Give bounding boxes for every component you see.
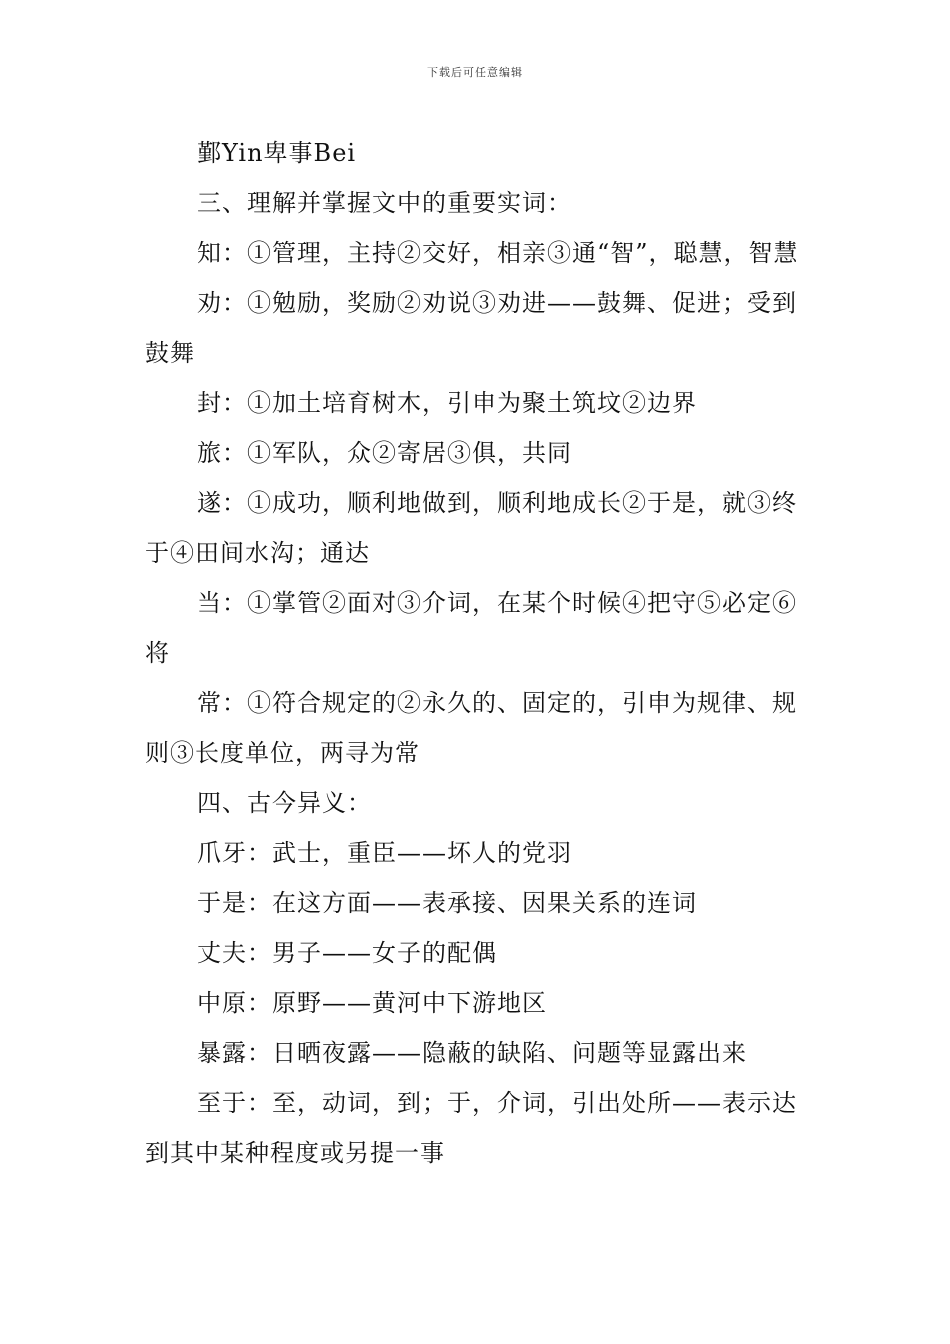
paragraph-zhaoya: 爪牙：武士，重臣——坏人的党羽 (197, 839, 572, 867)
paragraph-lv: 旅：①军队，众②寄居③俱，共同 (197, 439, 572, 467)
document-body (145, 128, 810, 1178)
paragraph-yushi: 于是：在这方面——表承接、因果关系的连词 (197, 889, 697, 917)
paragraph-quan: 劝：①勉励，奖励②劝说③劝进——鼓舞、促进；受到鼓舞 (145, 289, 797, 367)
paragraph-sui: 遂：①成功，顺利地做到，顺利地成长②于是，就③终于④田间水沟；通达 (145, 489, 797, 567)
paragraph-zhangfu: 丈夫：男子——女子的配偶 (197, 939, 497, 967)
paragraph-zhiyu: 至于：至，动词，到；于，介词，引出处所——表示达到其中某种程度或另提一事 (145, 1089, 797, 1167)
paragraph-feng: 封：①加土培育树木，引申为聚土筑坟②边界 (197, 389, 697, 417)
paragraph-chang: 常：①符合规定的②永久的、固定的，引申为规律、规则③长度单位，两寻为常 (145, 689, 797, 767)
paragraph-zhongyuan: 中原：原野——黄河中下游地区 (197, 989, 547, 1017)
paragraph-baolu: 暴露：日晒夜露——隐蔽的缺陷、问题等显露出来 (197, 1039, 747, 1067)
paragraph-zhi: 知：①管理，主持②交好，相亲③通“智”，聪慧，智慧 (197, 239, 799, 267)
paragraph-pronunciation: 鄞Yin卑事Bei (197, 139, 357, 167)
paragraph-dang: 当：①掌管②面对③介词，在某个时候④把守⑤必定⑥将 (145, 589, 797, 667)
section-heading-4: 四、古今异义： (197, 789, 372, 817)
page-header: 下载后可任意编辑 (427, 66, 523, 79)
section-heading-3: 三、理解并掌握文中的重要实词： (197, 189, 572, 217)
